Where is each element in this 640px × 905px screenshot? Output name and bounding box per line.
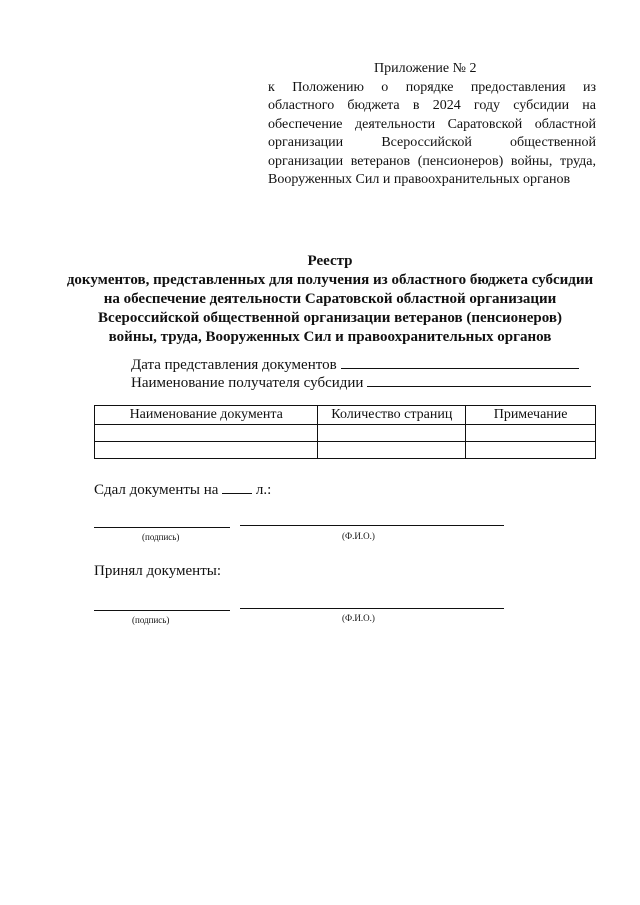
documents-table [94,405,596,459]
accepted-name-line[interactable] [240,608,504,609]
accepted-signature-line[interactable] [94,610,230,611]
header-note: Примечание [466,406,596,425]
table-header-row [95,406,596,425]
date-field [131,356,579,374]
handed-name-line[interactable] [240,525,504,526]
table-cell[interactable] [466,442,596,459]
page-count-input-line[interactable] [222,481,252,494]
registry-title: Реестр [307,253,353,269]
recipient-label: Наименование получателя субсидии [131,375,364,391]
registry-subtitle-line-1: документов, представленных для получения из областного бюджета субсидии [66,272,594,288]
header-page-count: Количество страниц [318,406,466,425]
table-row [95,425,596,442]
handed-prefix: Сдал документы на [94,482,219,498]
recipient-field [131,374,591,392]
registry-subtitle-line-4: войны, труда, Вооруженных Сил и правоохранительных органов [108,329,552,345]
registry-heading [60,252,600,347]
handed-suffix: л.: [255,482,272,498]
accepted-signature-caption: (подпись) [132,615,170,625]
accepted-label: Принял документы: [94,563,222,579]
handed-line [94,481,271,499]
appendix-block [268,60,596,190]
accepted-name-caption: (Ф.И.О.) [342,613,375,623]
registry-subtitle-line-2: на обеспечение деятельности Саратовской областной организации [103,291,557,307]
registry-subtitle-line-3: Всероссийской общественной организации ветеранов (пенсионеров) [98,310,562,326]
table-cell[interactable] [318,425,466,442]
recipient-input-line[interactable] [367,374,591,387]
handed-name-caption: (Ф.И.О.) [342,531,375,541]
handed-signature-caption: (подпись) [142,532,180,542]
table-cell[interactable] [95,425,318,442]
handed-signature-line[interactable] [94,527,230,528]
table-row [95,442,596,459]
table-cell[interactable] [95,442,318,459]
header-document-name: Наименование документа [95,406,318,425]
appendix-title: Приложение № 2 [374,61,477,76]
table-cell[interactable] [466,425,596,442]
date-label: Дата представления документов [131,357,337,373]
table-cell[interactable] [318,442,466,459]
date-input-line[interactable] [341,356,579,369]
appendix-text: к Положению о порядке предоставления из областного бюджета в 2024 году субсидии на обеспечение деятельности Саратовской областной организации Всероссийской общественной организации ветеранов (пенсионеров) войны, труда, Вооруженных Сил и правоохранительных органов [268,79,596,187]
